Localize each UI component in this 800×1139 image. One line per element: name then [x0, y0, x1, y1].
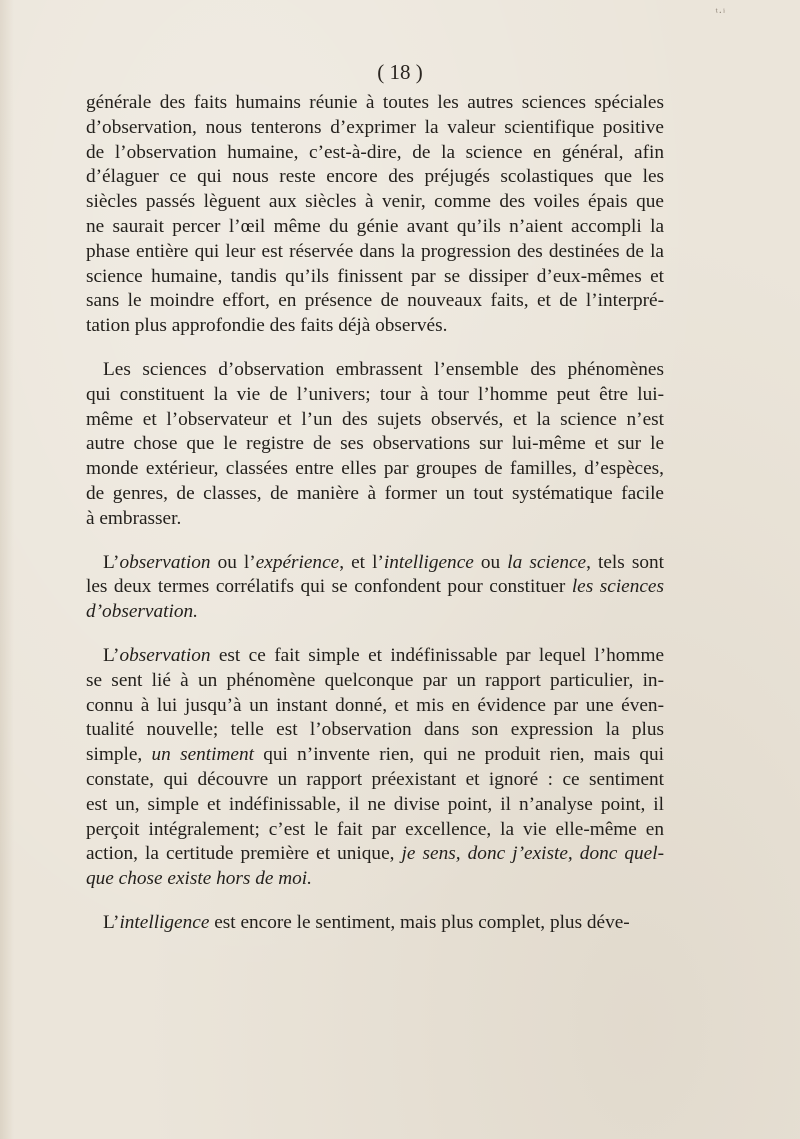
- text-segment: , et l’: [339, 551, 384, 573]
- text-line: [86, 215, 664, 240]
- text-line: [86, 383, 664, 408]
- text-line: [86, 289, 664, 314]
- text-line: [86, 358, 664, 383]
- italic-text: les sciences: [571, 576, 664, 598]
- text-line: [86, 408, 664, 433]
- italic-text: observation: [119, 551, 211, 573]
- text-line: [86, 190, 664, 215]
- text-line: [86, 718, 664, 743]
- text-segment: science humaine, tandis qu’ils finissent par se dissiper d’eux-mêmes et: [86, 265, 664, 287]
- text-line: [86, 240, 664, 265]
- body-text: [86, 91, 664, 955]
- italic-text: intelligence: [383, 551, 474, 573]
- text-segment: L’: [103, 911, 120, 933]
- text-line: [86, 91, 664, 116]
- text-line: [86, 818, 664, 843]
- text-line: [86, 432, 664, 457]
- text-segment: tation plus approfondie des faits déjà observés.: [86, 315, 448, 337]
- text-segment: se sent lié à un phénomène quelconque par un rapport particulier, in-: [86, 669, 664, 691]
- text-segment: d’élaguer ce qui nous reste encore des préjugés scolastiques que les: [86, 166, 664, 188]
- text-line: [86, 644, 664, 669]
- text-segment: qui n’invente rien, qui ne produit rien, mais qui: [253, 744, 665, 766]
- text-line: [86, 867, 664, 892]
- text-segment: est un, simple et indéfinissable, il ne divise point, il n’analyse point, il: [86, 793, 664, 815]
- text-segment: de genres, de classes, de manière à former un tout systématique facile: [86, 482, 664, 504]
- text-segment: est encore le sentiment, mais plus complet, plus déve-: [209, 911, 630, 933]
- text-segment: siècles passés lèguent aux siècles à venir, comme des voiles épais que: [86, 191, 664, 213]
- italic-text: expérience: [255, 551, 340, 573]
- text-line: [86, 314, 664, 339]
- text-segment: est ce fait simple et indéfinissable par lequel l’homme: [210, 644, 664, 666]
- text-segment: L’: [103, 551, 120, 573]
- text-line: [86, 116, 664, 141]
- text-segment: générale des faits humains réunie à toutes les autres sciences spéciales: [86, 92, 664, 113]
- text-segment: ou: [473, 551, 508, 573]
- text-segment: phase entière qui leur est réservée dans la progression des destinées de la: [86, 240, 664, 262]
- text-segment: Les sciences d’observation embrassent l’ensemble des phénomènes: [103, 358, 664, 380]
- paragraph: [86, 358, 664, 532]
- text-segment: qui constituent la vie de l’univers; tour à tour l’homme peut être lui-: [86, 383, 664, 405]
- italic-text: d’observation.: [86, 601, 198, 623]
- text-segment: même et l’observateur et l’un des sujets observés, et la science n’est: [86, 408, 664, 430]
- page-number: ( 18 ): [377, 60, 423, 84]
- paragraph: [86, 91, 664, 339]
- text-line: [86, 141, 664, 166]
- text-line: [86, 265, 664, 290]
- text-line: [86, 482, 664, 507]
- text-line: [86, 793, 664, 818]
- italic-text: la science: [507, 551, 587, 573]
- text-line: [86, 600, 664, 625]
- text-segment: constate, qui découvre un rapport préexistant et ignoré : ce sentiment: [86, 768, 664, 790]
- corner-mark: ᵗ·ⁱ: [715, 8, 726, 19]
- text-segment: les deux termes corrélatifs qui se confondent pour constituer: [86, 576, 572, 598]
- text-line: [86, 165, 664, 190]
- text-segment: connu à lui jusqu’à un instant donné, et mis en évidence par une éven-: [86, 694, 664, 716]
- text-segment: sans le moindre effort, en présence de nouveaux faits, et de l’interpré-: [86, 290, 664, 312]
- text-segment: L’: [103, 644, 120, 666]
- text-line: [86, 911, 664, 936]
- text-line: [86, 768, 664, 793]
- text-segment: ou l’: [210, 551, 256, 573]
- text-line: [86, 457, 664, 482]
- paragraph: [86, 644, 664, 892]
- text-segment: action, la certitude première et unique,: [86, 843, 402, 865]
- text-segment: autre chose que le registre de ses observations sur lui-même et sur le: [86, 433, 664, 455]
- italic-text: un sentiment: [151, 744, 254, 766]
- text-line: [86, 575, 664, 600]
- text-line: [86, 551, 664, 576]
- text-segment: d’observation, nous tenterons d’exprimer la valeur scientifique positive: [86, 116, 664, 138]
- text-segment: tualité nouvelle; telle est l’observation dans son expression la plus: [86, 719, 664, 741]
- text-segment: simple,: [86, 744, 152, 766]
- text-segment: à embrasser.: [86, 507, 182, 529]
- paragraph: [86, 551, 664, 625]
- italic-text: que chose existe hors de moi.: [86, 868, 312, 890]
- text-line: [86, 743, 664, 768]
- text-line: [86, 842, 664, 867]
- text-segment: de l’observation humaine, c’est-à-dire, de la science en général, afin: [86, 141, 664, 163]
- text-segment: monde extérieur, classées entre elles par groupes de familles, d’espèces,: [86, 458, 664, 480]
- paragraph: [86, 911, 664, 936]
- text-line: [86, 507, 664, 532]
- italic-text: je sens, donc j’existe, donc quel-: [401, 843, 664, 865]
- italic-text: intelligence: [119, 911, 210, 933]
- text-line: [86, 694, 664, 719]
- text-segment: ne saurait percer l’œil même du génie avant qu’ils n’aient accompli la: [86, 215, 664, 237]
- text-segment: , tels sont: [586, 551, 664, 573]
- italic-text: observation: [119, 644, 211, 666]
- text-segment: perçoit intégralement; c’est le fait par excellence, la vie elle-même en: [86, 818, 664, 840]
- text-line: [86, 669, 664, 694]
